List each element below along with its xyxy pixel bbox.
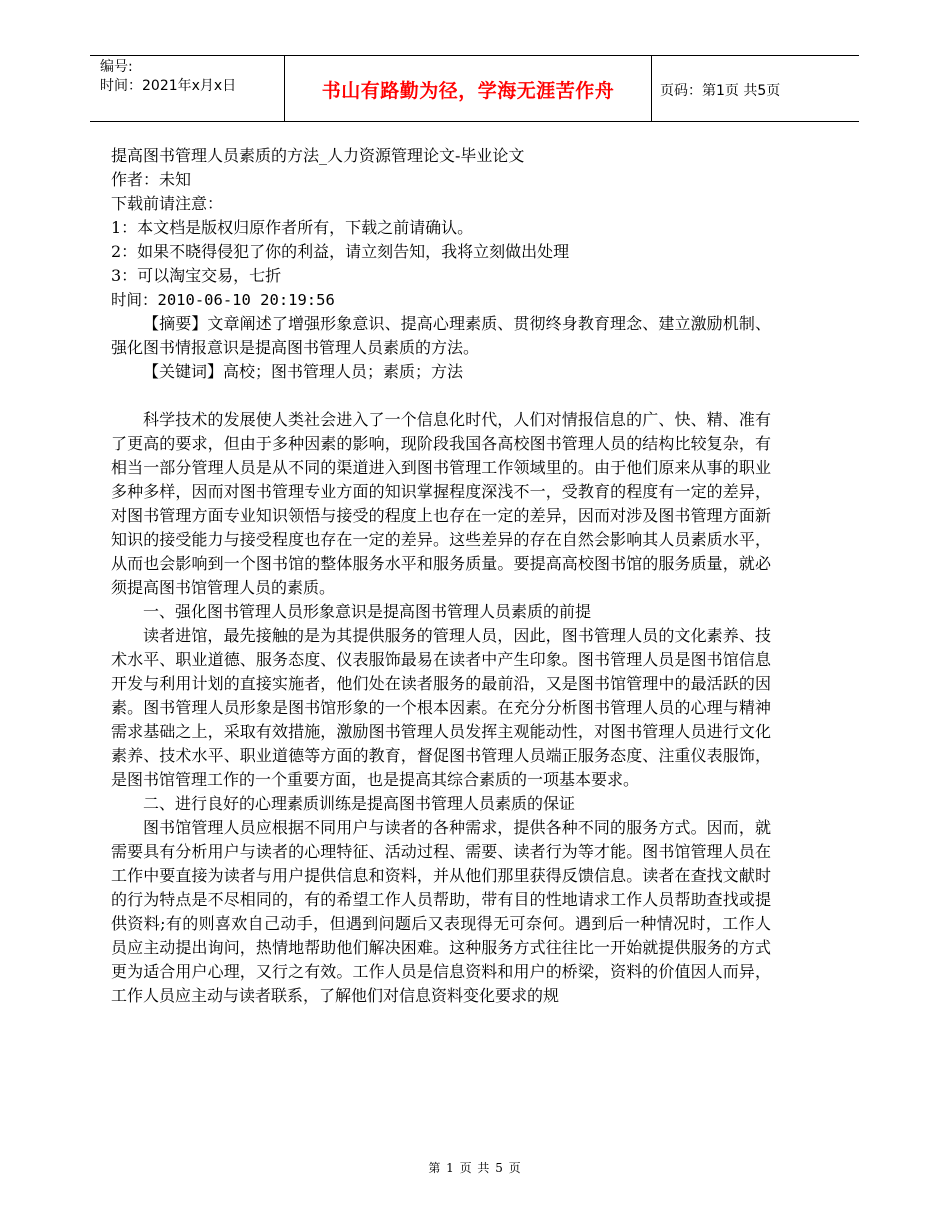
header-number-label: 编号:	[100, 59, 133, 75]
paragraph-1: 科学技术的发展使人类社会进入了一个信息化时代，人们对情报信息的广、快、精、准有了更高的要求，但由于多种因素的影响，现阶段我国各高校图书管理人员的结构比较复杂，有相当一部分管理人员是从不同的渠道进入到图书管理工作领域里的。由于他们原来从事的职业多种多样，因而对图书管理专业方面的知识掌握程度深浅不一，受教育的程度有一定的差异，对图书管理方面专业知识领悟与接受的程度上也存在一定的差异，因而对涉及图书管理方面新知识的接受能力与接受程度也存在一定的差异。这些差异的存在自然会影响其人员素质水平，从而也会影响到一个图书馆的整体服务水平和服务质量。要提高高校图书馆的服务质量，就必须提高图书馆管理人员的素质。	[111, 410, 771, 597]
notice-item-2: 2：如果不晓得侵犯了你的利益，请立刻告知，我将立刻做出处理	[111, 242, 570, 261]
header-motto: 书山有路勤为径，学海无涯苦作舟	[321, 80, 615, 102]
document-time: 时间：2010-06-10 20:19:56	[111, 291, 335, 309]
notice-item-1: 1：本文档是版权归原作者所有，下载之前请确认。	[111, 218, 474, 237]
header-bottom-rule	[90, 121, 859, 122]
header-divider-right	[651, 55, 652, 121]
notice-title: 下载前请注意：	[111, 194, 224, 213]
header-divider-left	[284, 55, 285, 121]
header-time-label: 时间：2021年x月x日	[100, 78, 237, 94]
keywords: 【关键词】高校；图书管理人员；素质；方法	[143, 362, 464, 381]
section-heading-2: 二、进行良好的心理素质训练是提高图书管理人员素质的保证	[143, 794, 576, 813]
document-author: 作者：未知	[111, 170, 192, 189]
header-top-rule	[90, 55, 859, 56]
page-footer: 第 1 页 共 5 页	[428, 1161, 522, 1175]
paragraph-2: 读者进馆，最先接触的是为其提供服务的管理人员，因此，图书管理人员的文化素养、技术水平、职业道德、服务态度、仪表服饰最易在读者中产生印象。图书管理人员是图书馆信息开发与利用计划的直接实施者，他们处在读者服务的最前沿，又是图书馆管理中的最活跃的因素。图书管理人员形象是图书馆形象的一个根本因素。在充分分析图书管理人员的心理与精神需求基础之上，采取有效措施，激励图书管理人员发挥主观能动性，对图书管理人员进行文化素养、技术水平、职业道德等方面的教育，督促图书管理人员端正服务态度、注重仪表服饰，是图书馆管理工作的一个重要方面，也是提高其综合素质的一项基本要求。	[111, 626, 771, 789]
spacer	[111, 384, 771, 408]
header-page-info: 页码：第1页 共5页	[660, 83, 781, 99]
abstract: 【摘要】文章阐述了增强形象意识、提高心理素质、贯彻终身教育理念、建立激励机制、强化图书情报意识是提高图书管理人员素质的方法。	[111, 314, 771, 357]
document-body	[111, 144, 771, 1008]
document-title: 提高图书管理人员素质的方法_人力资源管理论文-毕业论文	[111, 146, 525, 165]
paragraph-3: 图书馆管理人员应根据不同用户与读者的各种需求，提供各种不同的服务方式。因而，就需要具有分析用户与读者的心理特征、活动过程、需要、读者行为等才能。图书馆管理人员在工作中要直接为读者与用户提供信息和资料，并从他们那里获得反馈信息。读者在查找文献时的行为特点是不尽相同的，有的希望工作人员帮助，带有目的性地请求工作人员帮助查找或提供资料;有的则喜欢自己动手，但遇到问题后又表现得无可奈何。遇到后一种情况时，工作人员应主动提出询问，热情地帮助他们解决困难。这种服务方式往往比一开始就提供服务的方式更为适合用户心理，又行之有效。工作人员是信息资料和用户的桥梁，资料的价值因人而异，工作人员应主动与读者联系，了解他们对信息资料变化要求的规	[111, 818, 771, 1005]
header-meta	[100, 58, 236, 96]
section-heading-1: 一、强化图书管理人员形象意识是提高图书管理人员素质的前提	[143, 602, 592, 621]
notice-item-3: 3：可以淘宝交易，七折	[111, 266, 282, 285]
